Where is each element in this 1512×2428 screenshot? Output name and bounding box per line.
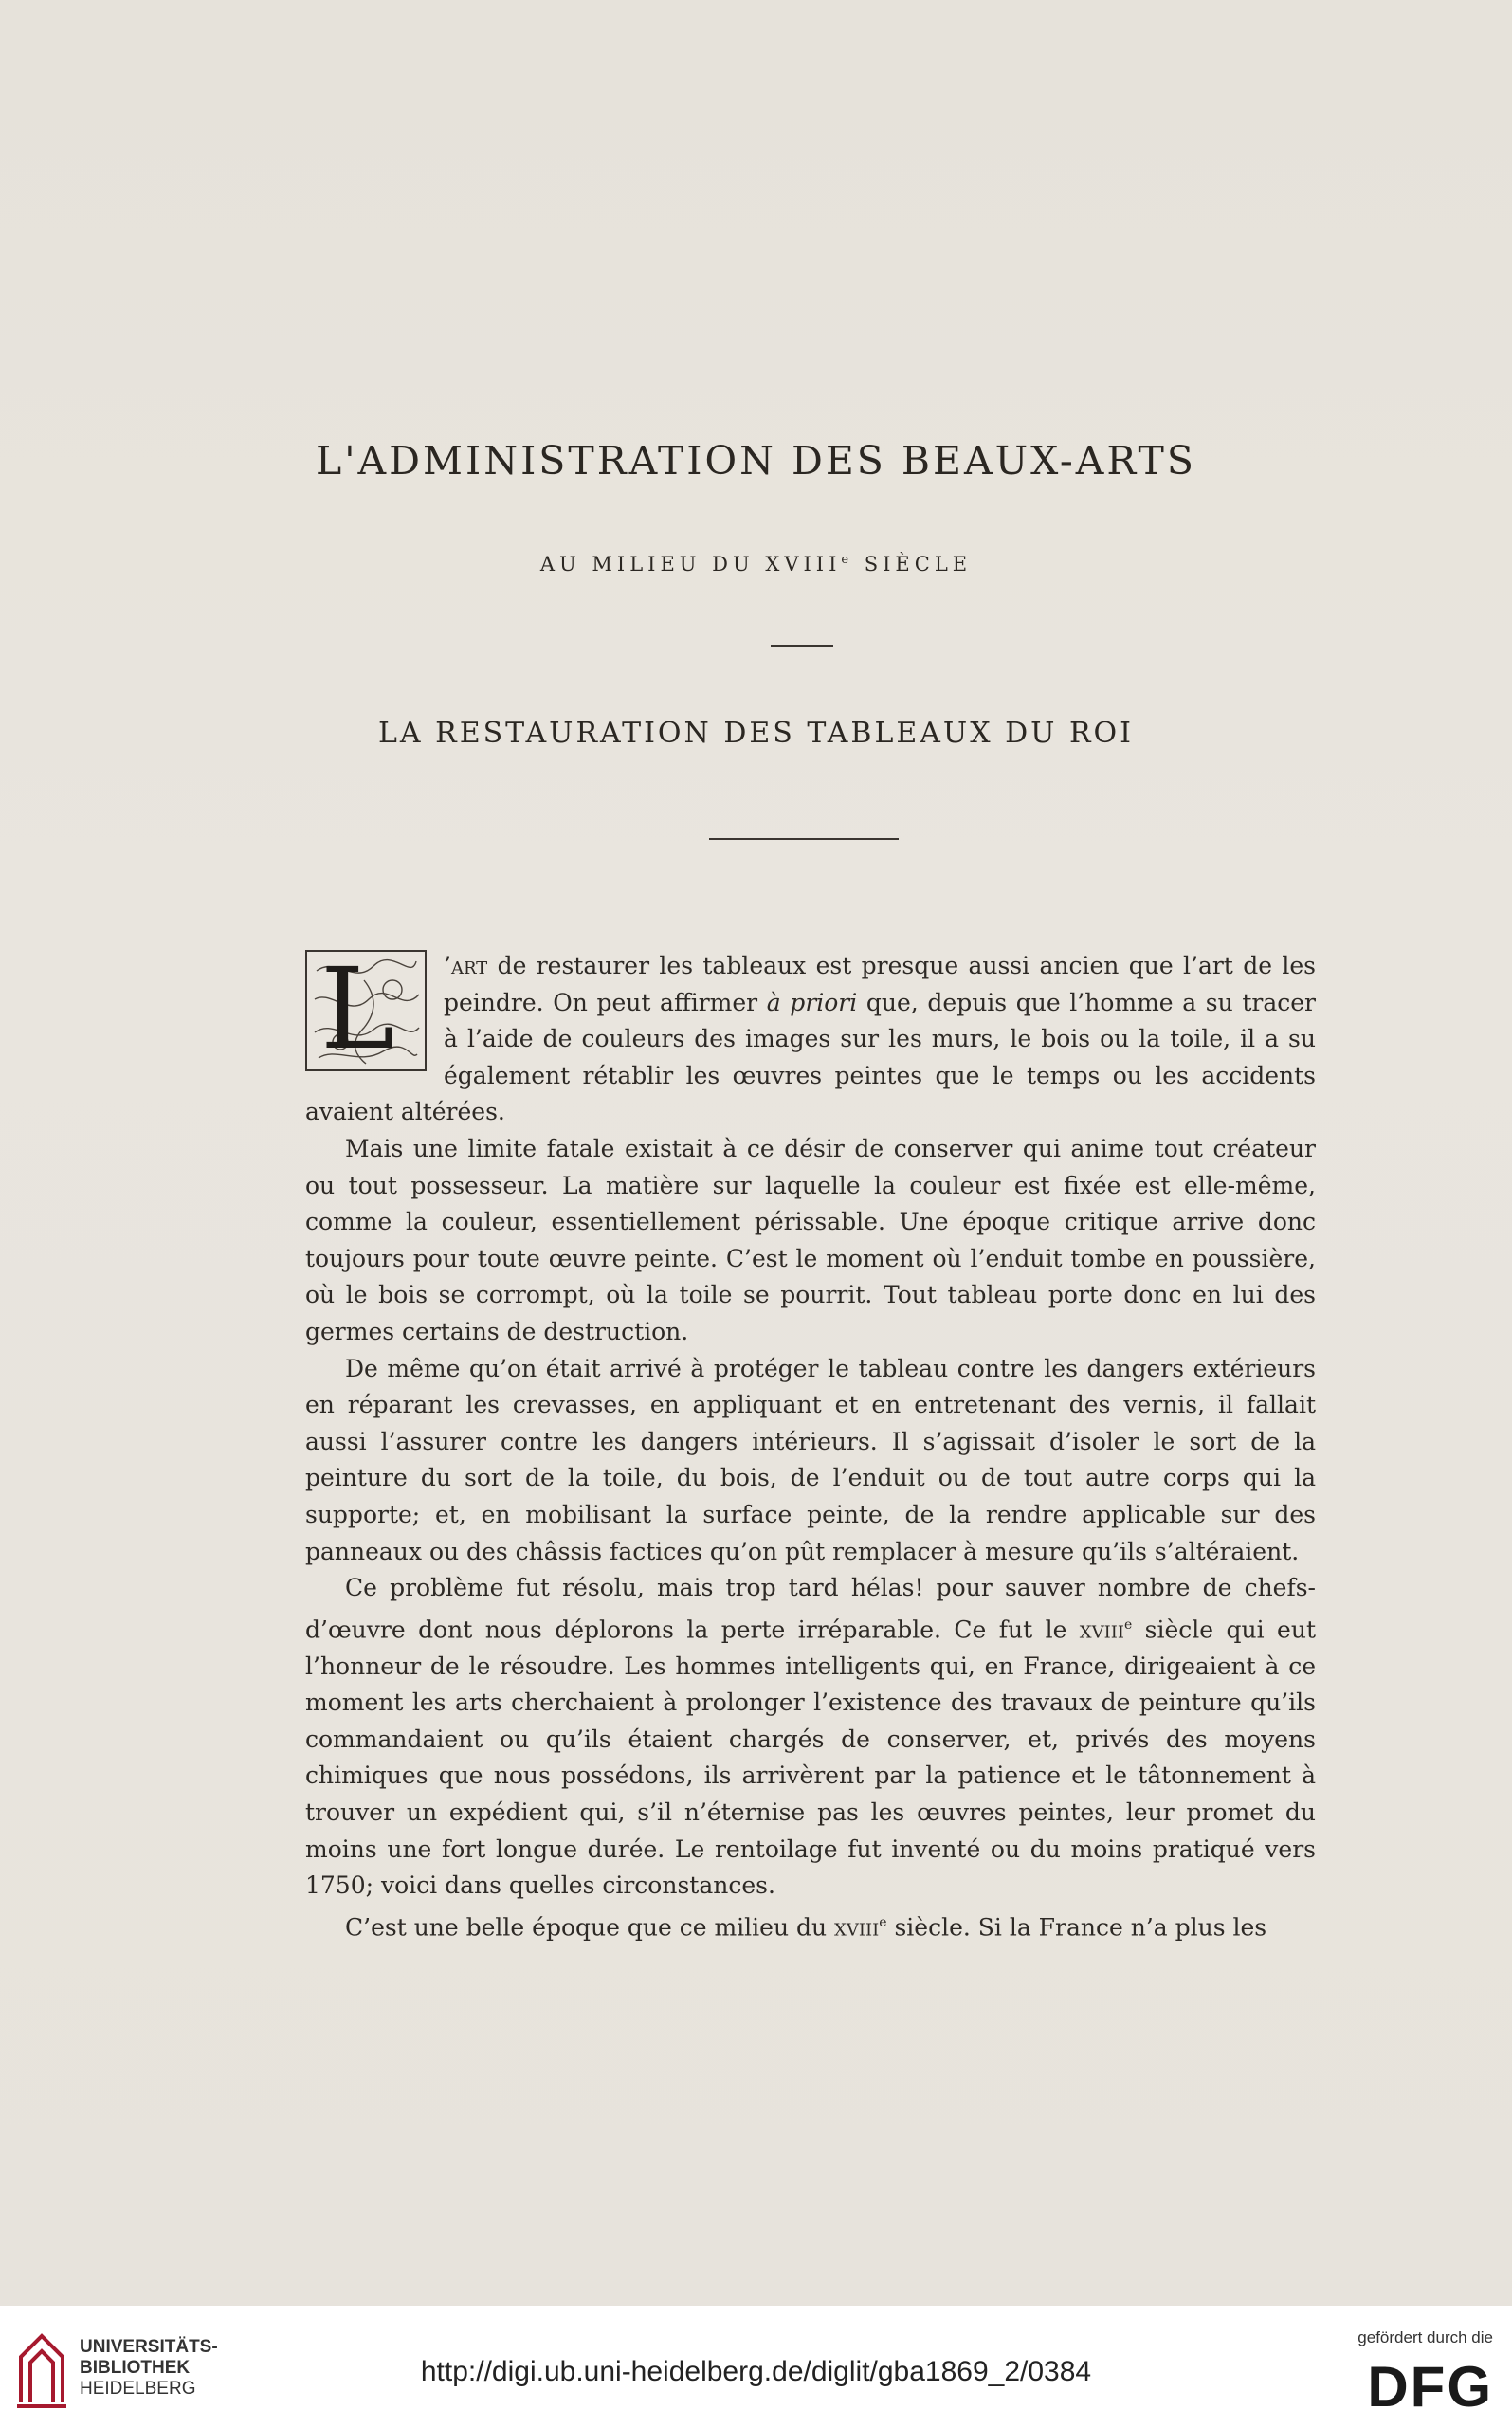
paragraph-4-century: xviii: [1079, 1616, 1124, 1644]
dropcap-letter: L: [320, 943, 395, 1074]
paragraph-1: [305, 943, 1317, 1131]
paragraph-4: [305, 1570, 1316, 1905]
paragraph-4-sup: e: [1123, 1616, 1133, 1633]
subtitle-superscript: e: [841, 553, 854, 567]
paragraph-5-a: C’est une belle époque que ce milieu du: [345, 1913, 835, 1942]
page-title: L'ADMINISTRATION DES BEAUX-ARTS: [316, 438, 1196, 484]
divider-short: [771, 645, 833, 647]
paragraph-1-lead: ’art: [444, 952, 488, 979]
paragraph-1-end: que, depuis que l’homme a su tracer à l’aide de couleurs des images sur les murs, le bois ou la toile, il a su également rétablir les œuvres peintes que le temps ou les accidents avaient altérées.: [305, 988, 1317, 1126]
subtitle-suffix: SIÈCLE: [853, 553, 973, 575]
viewer-footer: [0, 2306, 1512, 2428]
paragraph-1-text: de restaurer les tableaux est presque aussi ancien que l’art de les peindre. On peut affirmer: [444, 952, 1316, 1016]
library-line-1: UNIVERSITÄTS-: [80, 2337, 218, 2357]
paragraph-5-b: siècle. Si la France n’a plus les: [886, 1913, 1267, 1942]
dfg-logo[interactable]: DFG: [1367, 2355, 1493, 2419]
article-body: [305, 943, 1317, 1946]
paragraph-4-a: Ce problème fut résolu, mais trop tard hélas! pour sauver nombre de chefs-d’œuvre dont nous déplorons la perte irréparable. Ce fut le: [305, 1574, 1316, 1644]
library-line-3: HEIDELBERG: [80, 2379, 196, 2399]
funding-label: gefördert durch die: [1357, 2328, 1493, 2346]
library-line-2: BIBLIOTHEK: [80, 2358, 191, 2378]
paragraph-5-sup: e: [879, 1914, 887, 1930]
paragraph-1-emphasis: à priori: [766, 988, 858, 1016]
paragraph-4-b: siècle qui eut l’honneur de le résoudre. Les hommes intelligents qui, en France, dirigeaient à ce moment les arts cherchaient à prolonger l’existence des travaux de peinture qu’ils commandaient ou qu’ils étaient chargés de conserver, et, privés des moyens chimiques que nous possédons, ils arrivèrent par la patience et le tâtonnement à trouver un expédient qui, s’il n’éternise pas les œuvres peintes, leur promet du moins une fort longue durée. Le rentoilage fut inventé ou du moins pratiqué vers 1750; voici dans quelles circonstances.: [305, 1616, 1316, 1900]
paragraph-3: De même qu’on était arrivé à protéger le tableau contre les dangers extérieurs en réparant les crevasses, en appliquant et en entretenant des vernis, il fallait aussi l’assurer contre les dangers intérieurs. Il s’agissait d’isoler le sort de la peinture du sort de la toile, du bois, de l’enduit ou de tout autre corps qui la supporte; et, en mobilisant la surface peinte, de la rendre applicable sur des panneaux ou des châssis factices qu’on pût remplacer à mesure qu’ils s’altéraient.: [305, 1354, 1316, 1565]
paragraph-2: Mais une limite fatale existait à ce désir de conserver qui anime tout créateur ou tout possesseur. La matière sur laquelle la couleur est fixée est elle-même, comme la couleur, essentiellement périssable. Une époque critique arrive donc toujours pour toute œuvre peinte. C’est le moment où l’enduit tombe en poussière, où le bois se corrompt, où la toile se pourrit. Tout tableau porte donc en lui des germes certains de destruction.: [305, 1134, 1316, 1345]
paragraph-5-century: xviii: [834, 1913, 880, 1942]
subtitle-prefix: AU MILIEU DU XVIII: [539, 553, 842, 575]
section-title: LA RESTAURATION DES TABLEAUX DU ROI: [377, 717, 1135, 750]
paragraph-5: [305, 1905, 1316, 1946]
divider-long: [709, 838, 899, 840]
permalink-url[interactable]: http://digi.ub.uni-heidelberg.de/diglit/gba1869_2/0384: [420, 2356, 1092, 2387]
page-subtitle: [0, 553, 1512, 575]
ornamental-initial-icon: [305, 943, 427, 1074]
